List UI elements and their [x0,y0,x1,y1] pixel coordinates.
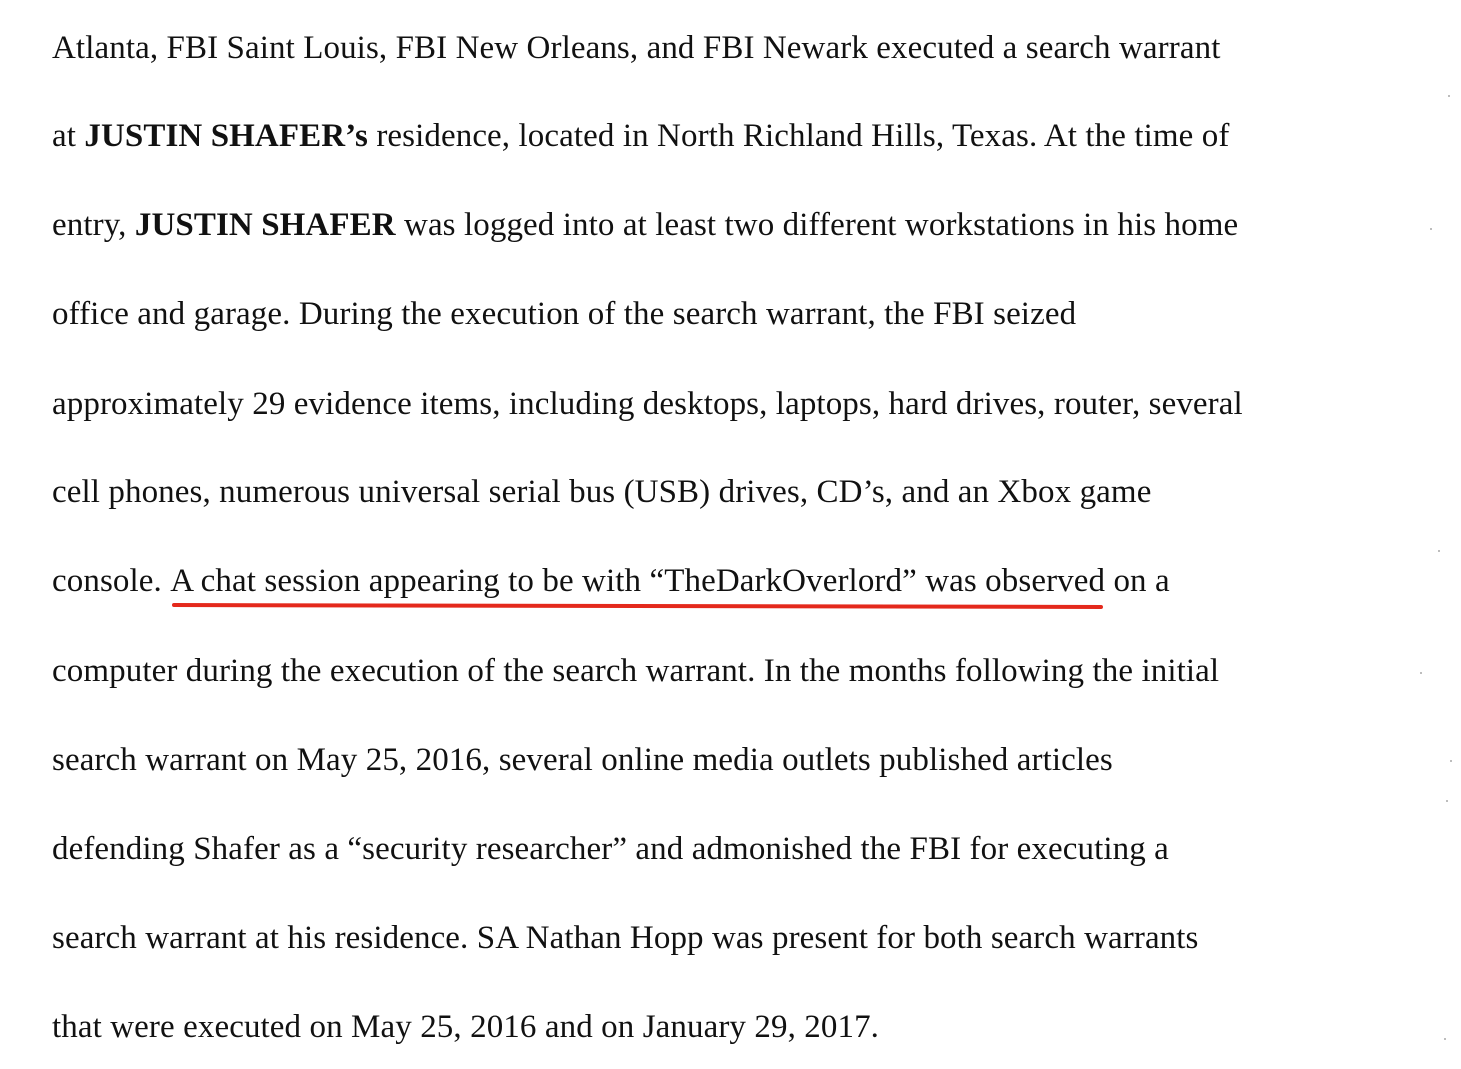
text-line [52,116,1229,156]
text-segment: cell phones, numerous universal serial bus (USB) drives, CD’s, and an Xbox game [52,474,1152,510]
text-segment: on a [1105,563,1170,599]
highlighted-sentence: A chat session appearing to be with “TheDarkOverlord” was observed [170,563,1106,599]
text-segment: defending Shafer as a “security researcher” and admonished the FBI for executing a [52,831,1169,867]
scan-speck [1444,1038,1446,1040]
text-line [52,561,1170,601]
scan-speck [1448,95,1450,97]
text-segment: search warrant on May 25, 2016, several online media outlets published articles [52,742,1113,778]
scan-speck [1438,550,1440,552]
text-segment: that were executed on May 25, 2016 and on January 29, 2017. [52,1009,880,1045]
text-line [52,918,1199,958]
scan-speck [1446,800,1448,802]
text-segment: was logged into at least two different workstations in his home [395,207,1239,243]
text-line [52,829,1169,869]
scan-speck [1430,228,1432,230]
text-segment: office and garage. During the execution of the search warrant, the FBI seized [52,296,1077,332]
scan-speck [1450,760,1452,762]
text-line [52,1007,879,1047]
text-line [52,384,1243,424]
text-line [52,294,1076,334]
text-line [52,28,1220,68]
text-segment: search warrant at his residence. SA Nathan Hopp was present for both search warrants [52,920,1199,956]
text-segment: console. [52,563,171,599]
text-line [52,472,1151,512]
text-line [52,651,1219,691]
text-segment: computer during the execution of the search warrant. In the months following the initial [52,653,1220,689]
text-line [52,205,1238,245]
bold-name: JUSTIN SHAFER’s [84,118,368,154]
text-segment: approximately 29 evidence items, including desktops, laptops, hard drives, router, several [52,386,1243,422]
text-line [52,740,1113,780]
text-segment: Atlanta, FBI Saint Louis, FBI New Orleans, and FBI Newark executed a search warrant [52,30,1221,66]
bold-name: JUSTIN SHAFER [134,207,396,243]
text-segment: entry, [52,207,135,243]
scan-speck [1420,672,1422,674]
text-segment: residence, located in North Richland Hills, Texas. At the time of [367,118,1230,154]
text-segment: at [52,118,85,154]
